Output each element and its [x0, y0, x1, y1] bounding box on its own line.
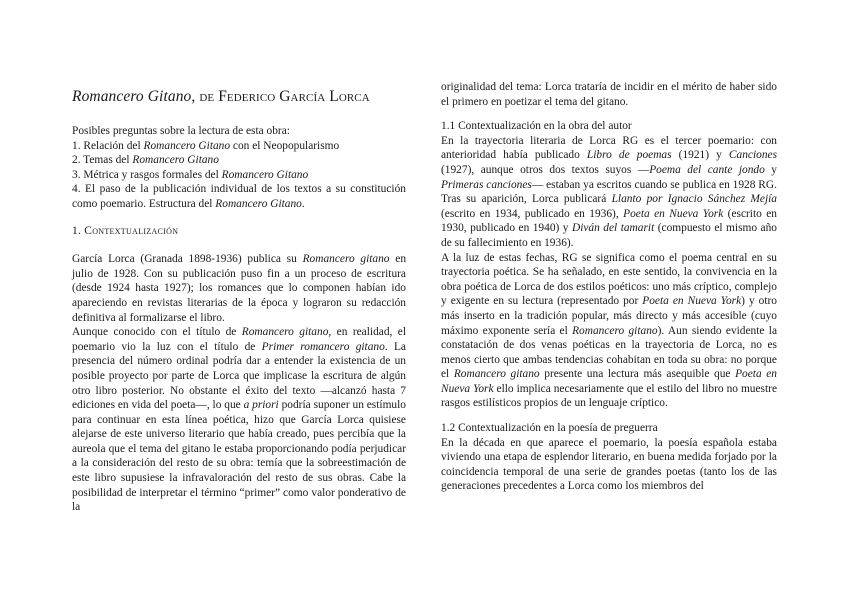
paragraph: En la trayectoria literaria de Lorca RG es el tercer poemario: con anterioridad había publicado Libro de poemas (1921) y Canciones (1927), aunque otros dos textos suyos —Poema del cante jondo y Primeras canciones— estaban ya escritos cuando se publica en 1928 RG. Tras su aparición, Lorca publicará Llanto por Ignacio Sánchez Mejía (escrito en 1934, publicado en 1936), Poeta en Nueva York (escrito en 1930, publicado en 1940) y Diván del tamarit (compuesto el mismo año de su fallecimiento en 1936).	[441, 134, 778, 249]
subsection-heading: 1.1 Contextualización en la obra del autor	[441, 120, 632, 133]
question-item: 2. Temas del Romancero Gitano	[72, 154, 219, 167]
paragraph-continuation: originalidad del tema: Lorca trataría de incidir en el mérito de haber sido el primero en poetizar el tema del gitano.	[441, 81, 777, 108]
paragraph: García Lorca (Granada 1898-1936) publica su Romancero gitano en julio de 1928. Con su publicación puso fin a un proceso de escritura (desde 1924 hasta 1927); los romances que lo componen habían ido apareciendo en revistas literarias de la época y lograron su redacción definitiva al formalizarse el libro.	[72, 253, 407, 324]
paragraph: En la década en que aparece el poemario, la poesía española estaba viviendo una etapa de esplendor literario, en buena medida forjado por la coincidencia temporal de una serie de grandes poetas (tanto los de las generaciones precedentes a Lorca como los miembros del	[441, 436, 777, 493]
questions-intro: Posibles preguntas sobre la lectura de esta obra:	[72, 125, 290, 137]
subsection-heading: 1.2 Contextualización en la poesía de preguerra	[441, 422, 658, 435]
question-item: 4. El paso de la publicación individual de los textos a su constitución como poemario. Estructura del Romancero Gitano.	[72, 183, 406, 210]
section-heading: 1. Contextualización	[72, 224, 179, 237]
right-column	[441, 80, 777, 494]
paragraph: Aunque conocido con el título de Romancero gitano, en realidad, el poemario vio la luz con el título de Primer romancero gitano. La presencia del número ordinal podría dar a entender la existencia de un posible proyecto por parte de Lorca que implicase la escritura de algún otro libro posterior. No obstante el éxito del texto —alcanzó hasta 7 ediciones en vida del poeta—, lo que a priori podría suponer un estímulo para continuar en esta línea poética, hizo que García Lorca quisiese alejarse de este universo literario que había creado, pues percibía que la aureola que el tema del gitano le estaba proporcionando podía perjudicar a la consideración del resto de su obra: temía que la sobreestimación de este libro supusiese la infravaloración del resto de sus obras. Cabe la posibilidad de interpretar el término “primer” como valor ponderativo de la	[72, 326, 407, 514]
paragraph: A la luz de estas fechas, RG se significa como el poema central en su trayectoria poética. Se ha señalado, en este sentido, la convivencia en la obra poética de Lorca de dos estilos poéticos: uno más críptico, complejo y exigente en su lectura (representado por Poeta en Nueva York) y otro más inserto en la tradición popular, más directo y más accesible (cuyo máximo exponente sería el Romancero gitano). Aun siendo evidente la constatación de dos venas poéticas en la trayectoria de Lorca, no es menos cierto que ambas tendencias cohabitan en toda su obra: no porque el Romancero gitano presente una lectura más asequible que Poeta en Nueva York ello implica necesariamente que el estilo del libro no muestre rasgos estilísticos propios de un lenguaje críptico.	[441, 251, 778, 410]
question-item: 1. Relación del Romancero Gitano con el Neopopularismo	[72, 139, 340, 152]
title-rest: , de Federico García Lorca	[191, 88, 370, 105]
left-column	[72, 88, 406, 515]
question-item: 3. Métrica y rasgos formales del Romancero Gitano	[72, 168, 309, 181]
questions-list	[72, 139, 406, 212]
document-title	[72, 88, 406, 106]
title-work: Romancero Gitano	[72, 88, 192, 105]
